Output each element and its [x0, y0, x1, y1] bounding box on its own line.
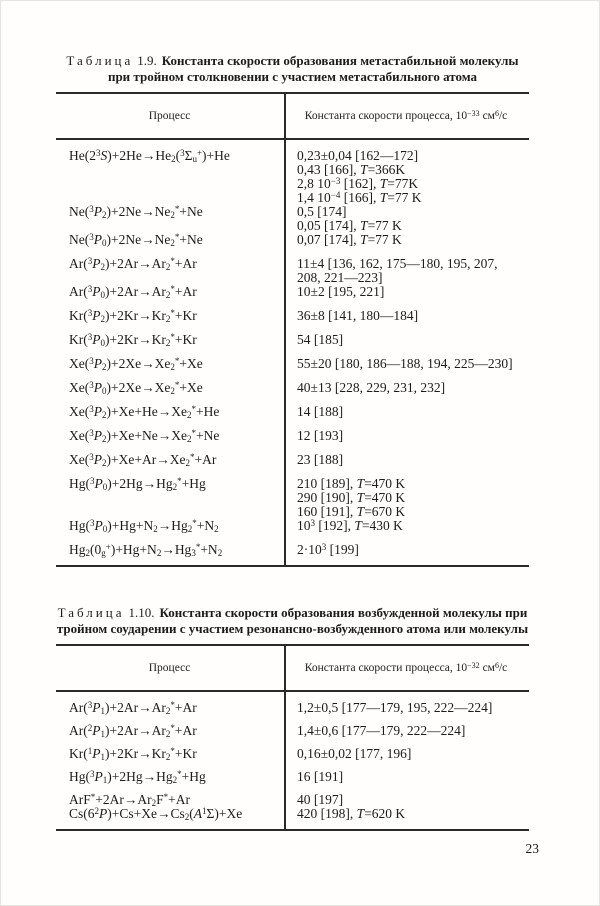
rate-constant-line: 14 [188] [297, 404, 344, 419]
process-formula: $Kr(^3P_0)+2Kr\to Kr_2^*+Kr$ [69, 332, 197, 348]
rate-constant-line: 54 [185] [297, 332, 344, 347]
process-formula: $ArF^*+2Ar\to Ar_2F^*+Ar$ [69, 792, 190, 808]
rate-constant-value [283, 453, 529, 467]
rate-constant-line: 1,4 $10^{-4}$ [166], T=77 K [297, 190, 422, 205]
table-row [56, 405, 529, 419]
process-formula: $He(2^3S)+2He\to He_2(^3\Sigma_u^+)+He$ [69, 148, 230, 164]
table-1-9-caption [56, 53, 529, 85]
rate-constant-line: 0,07 [174], T=77 K [297, 232, 402, 247]
table-row [56, 770, 529, 784]
table-row [56, 747, 529, 761]
table-row [56, 519, 529, 533]
table-row [56, 149, 529, 205]
table-1-9-body [56, 140, 529, 565]
process-formula: $Ar(^2P_1)+2Ar\to Ar_2^*+Ar$ [69, 723, 197, 739]
table-row [56, 543, 529, 557]
column-header-rate-constant: Константа скорости процесса, $10^{-32}$ $см^6/с$ [304, 661, 508, 674]
rate-constant-line: $2\cdot 10^3$ [199] [297, 542, 359, 557]
table-row [56, 807, 529, 821]
table-1-10-caption [56, 605, 529, 637]
table-row [56, 381, 529, 395]
rate-constant-line: 11±4 [136, 162, 175—180, 195, 207, [297, 256, 498, 271]
process-formula: $Hg(^3P_1)+2Hg\to Hg_2^*+Hg$ [69, 769, 206, 785]
rate-constant-line: 0,23±0,04 [162—172] [297, 148, 419, 163]
process-formula: $Xe(^3P_0)+2Xe\to Xe_2^*+Xe$ [69, 380, 203, 396]
process-formula: $Ar(^3P_1)+2Ar\to Ar_2^*+Ar$ [69, 700, 197, 716]
table-row [56, 429, 529, 443]
process-formula: $Kr(^1P_1)+2Kr\to Kr_2^*+Kr$ [69, 746, 197, 762]
rate-constant-value [283, 429, 529, 443]
rate-constant-value [283, 519, 529, 533]
table-row [56, 309, 529, 323]
table-row [56, 257, 529, 285]
table-1-10-header-row [56, 646, 529, 692]
rate-constant-value [283, 257, 529, 285]
column-divider [284, 646, 286, 829]
page-number: 23 [525, 841, 539, 856]
rate-constant-line: 1,4±0,6 [177—179, 222—224] [297, 723, 466, 738]
table-row [56, 477, 529, 519]
rate-constant-line: 208, 221—223] [297, 270, 383, 285]
table-1-9-header-row [56, 94, 529, 140]
process-formula: $Hg(^3P_0)+2Hg\to Hg_2^*+Hg$ [69, 476, 206, 492]
rate-constant-value [283, 747, 529, 761]
rate-constant-value [283, 701, 529, 715]
process-formula: $Hg(^3P_0)+Hg+N_2\to Hg_2^*+N_2$ [69, 518, 219, 534]
rate-constant-line: 2,8 $10^{-3}$ [162], T=77K [297, 176, 419, 191]
rate-constant-line: 0,43 [166], T=366K [297, 162, 406, 177]
rate-constant-line: 23 [188] [297, 452, 344, 467]
table-1-10-caption-text: Константа скорости образования возбужденной молекулы при тройном соударении с участием резонансно-возбужденного атома или молекулы [56, 605, 529, 636]
rate-constant-value [283, 149, 529, 205]
column-header-process: Процесс [148, 110, 191, 122]
process-formula: $Xe(^3P_2)+2Xe\to Xe_2^*+Xe$ [69, 356, 203, 372]
rate-constant-line: 420 [198], T=620 K [297, 806, 406, 821]
table-row [56, 793, 529, 807]
rate-constant-line: 210 [189], T=470 K [297, 476, 406, 491]
table-1-10-caption-number: 1.10. [128, 605, 155, 620]
table-row [56, 285, 529, 299]
rate-constant-value [283, 357, 529, 371]
rate-constant-line: 10±2 [195, 221] [297, 284, 385, 299]
rate-constant-line: 0,05 [174], T=77 K [297, 218, 402, 233]
rate-constant-line: 1,2±0,5 [177—179, 195, 222—224] [297, 700, 493, 715]
rate-constant-value [283, 205, 529, 233]
rate-constant-value [283, 233, 529, 247]
process-formula: $Ar(^3P_0)+2Ar\to Ar_2^*+Ar$ [69, 284, 197, 300]
rate-constant-value [283, 477, 529, 519]
table-row [56, 701, 529, 715]
rate-constant-line: 12 [193] [297, 428, 344, 443]
rate-constant-line: 40 [197] [297, 792, 344, 807]
rate-constant-value [283, 405, 529, 419]
table-row [56, 357, 529, 371]
table-1-10 [56, 644, 529, 831]
rate-constant-value [283, 770, 529, 784]
table-1-9-caption-word: Таблица [66, 53, 134, 68]
rate-constant-value [283, 807, 529, 821]
table-row [56, 205, 529, 233]
rate-constant-value [283, 543, 529, 557]
rate-constant-value [283, 381, 529, 395]
table-1-9-caption-number: 1.9. [137, 53, 157, 68]
table-row [56, 233, 529, 247]
process-formula: $Kr(^3P_2)+2Kr\to Kr_2^*+Kr$ [69, 308, 197, 324]
rate-constant-value [283, 333, 529, 347]
process-formula: $Xe(^3P_2)+Xe+Ne\to Xe_2^*+Ne$ [69, 428, 220, 444]
rate-constant-line: $10^3$ [192], T=430 K [297, 518, 403, 533]
rate-constant-line: 36±8 [141, 180—184] [297, 308, 419, 323]
table-1-9-caption-text: Константа скорости образования метастабильной молекулы при тройном столкновении с участием метастабильного атома [107, 53, 519, 84]
rate-constant-value [283, 309, 529, 323]
rate-constant-line: 160 [191], T=670 K [297, 504, 406, 519]
table-1-10-body [56, 692, 529, 829]
rate-constant-line: 16 [191] [297, 769, 344, 784]
process-formula: $Hg_2(0_g^+)+Hg+N_2\to Hg_3^*+N_2$ [69, 542, 223, 558]
column-header-process: Процесс [148, 662, 191, 674]
rate-constant-line: 290 [190], T=470 K [297, 490, 406, 505]
process-formula: $Ne(^3P_2)+2Ne\to Ne_2^*+Ne$ [69, 204, 203, 220]
process-formula: $Ne(^3P_0)+2Ne\to Ne_2^*+Ne$ [69, 232, 203, 248]
process-formula: $Xe(^3P_2)+Xe+He\to Xe_2^*+He$ [69, 404, 220, 420]
table-row [56, 333, 529, 347]
table-row [56, 453, 529, 467]
table-1-10-caption-word: Таблица [57, 605, 125, 620]
column-divider [284, 94, 286, 565]
rate-constant-value [283, 724, 529, 738]
rate-constant-value [283, 285, 529, 299]
rate-constant-line: 0,16±0,02 [177, 196] [297, 746, 412, 761]
rate-constant-value [283, 793, 529, 807]
rate-constant-line: 55±20 [180, 186—188, 194, 225—230] [297, 356, 513, 371]
column-header-rate-constant: Константа скорости процесса, $10^{-33}$ $см^6/с$ [304, 109, 508, 122]
process-formula: $Ar(^3P_2)+2Ar\to Ar_2^*+Ar$ [69, 256, 197, 272]
process-formula: $Xe(^3P_2)+Xe+Ar\to Xe_2^*+Ar$ [69, 452, 217, 468]
rate-constant-line: 0,5 [174] [297, 204, 347, 219]
table-row [56, 724, 529, 738]
rate-constant-line: 40±13 [228, 229, 231, 232] [297, 380, 446, 395]
process-formula: $Cs(6^2P)+Cs+Xe\to Cs_2(A^1\Sigma)+Xe$ [69, 806, 243, 822]
table-1-9 [56, 92, 529, 567]
